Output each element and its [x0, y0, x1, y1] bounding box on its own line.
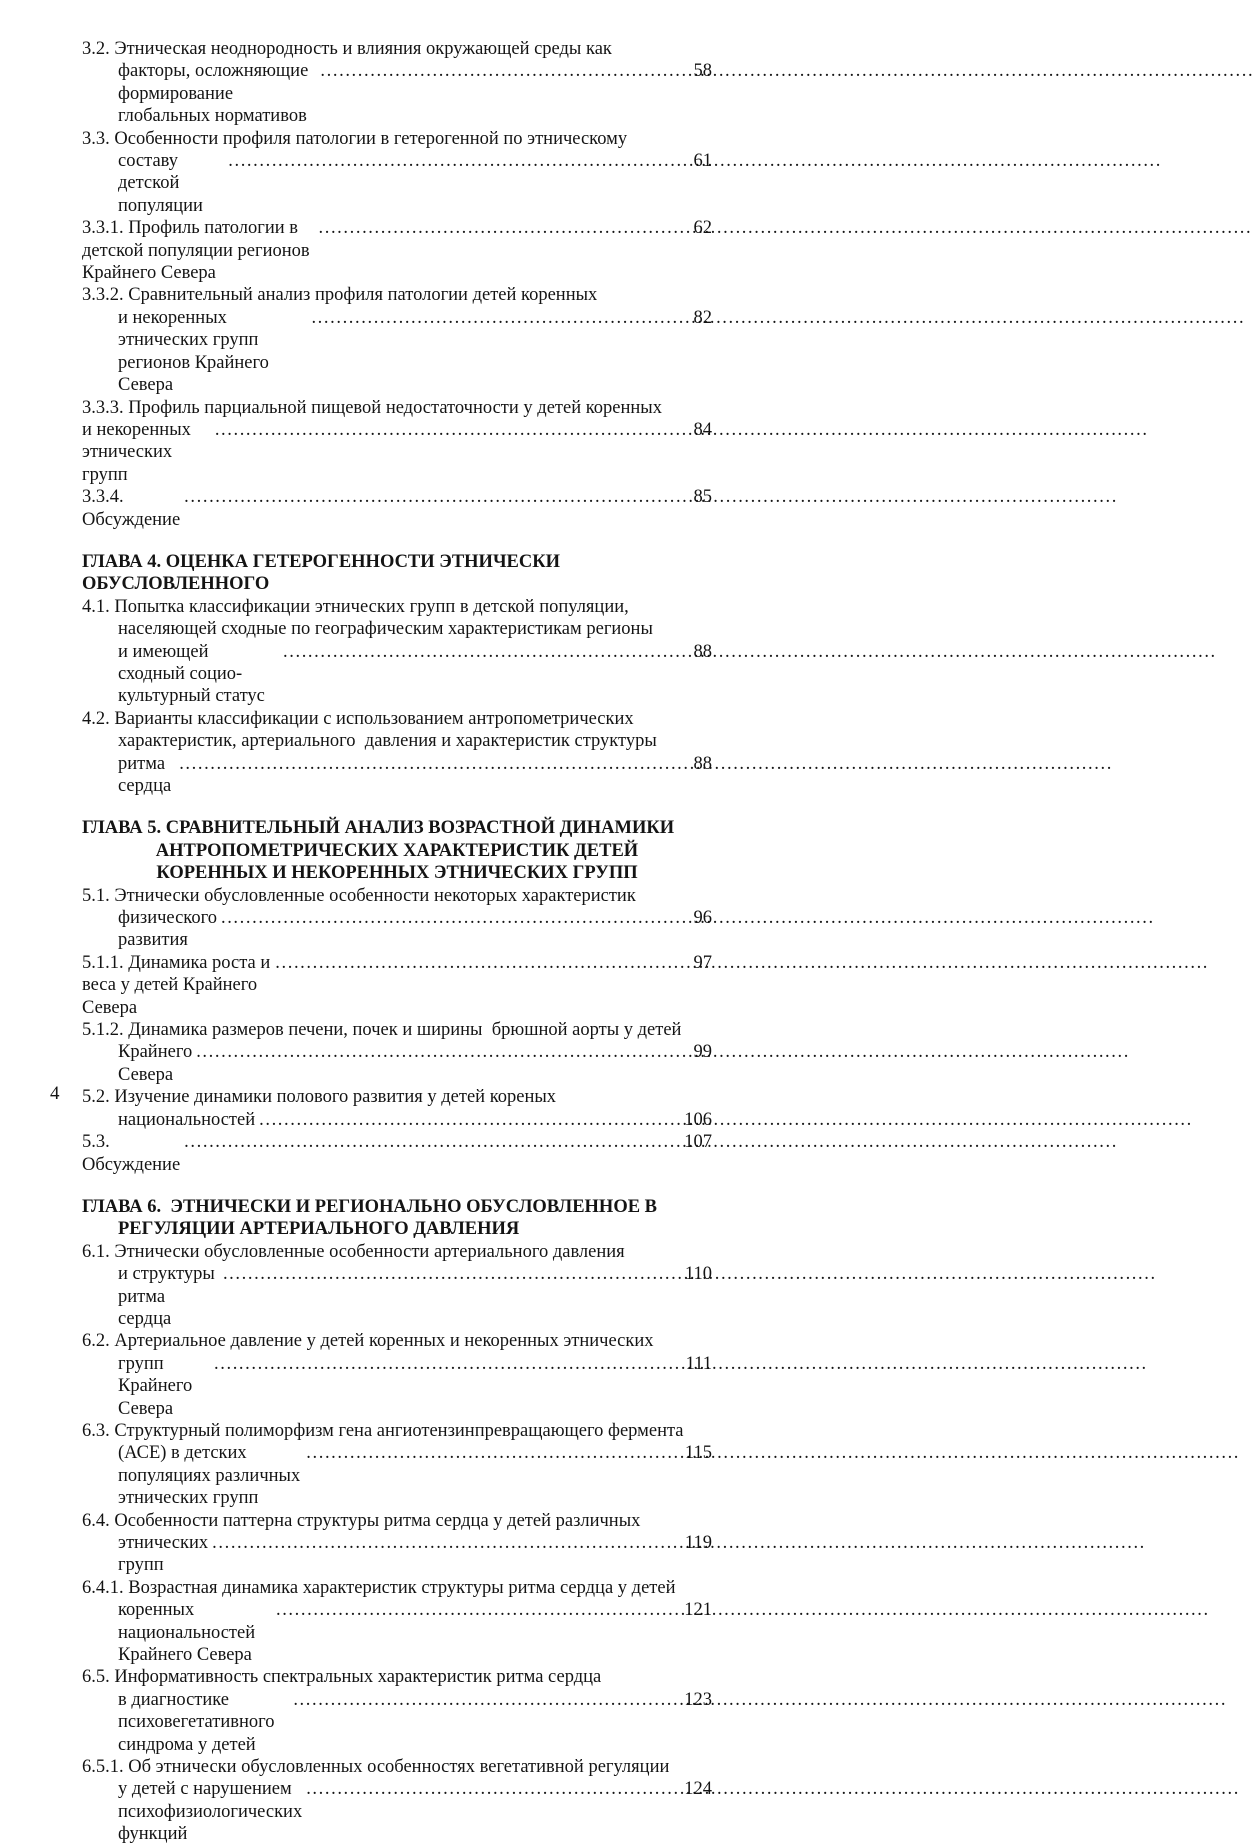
- toc-line: [82, 730, 712, 752]
- dot-leader: [319, 217, 689, 239]
- toc-entry-3-3-4: [82, 486, 712, 531]
- toc-entry-6-4: [82, 1510, 712, 1577]
- dot-leader: [196, 1041, 688, 1063]
- toc-line-text: национальностей: [118, 1109, 256, 1130]
- toc-line-text: этнических групп: [118, 1533, 213, 1576]
- toc-line: [82, 1353, 712, 1420]
- toc-page-ref: 123: [684, 1689, 712, 1710]
- toc-entry-3-3-1: [82, 217, 712, 284]
- dot-leader: [214, 1353, 681, 1375]
- toc-line: [82, 1019, 712, 1041]
- toc-line-text: 3.3.1. Профиль патологии в детской популяции регионов Крайнего Севера: [82, 218, 315, 284]
- dot-leader: [320, 60, 688, 82]
- toc-entry-3-3-3: [82, 397, 712, 487]
- toc-entry-6-2: [82, 1330, 712, 1420]
- toc-line-text: у детей с нарушением психофизиологических функций: [118, 1779, 307, 1845]
- toc-line-text: АНТРОПОМЕТРИЧЕСКИХ ХАРАКТЕРИСТИК ДЕТЕЙ: [155, 840, 639, 861]
- toc-line-text: ГЛАВА 5. СРАВНИТЕЛЬНЫЙ АНАЛИЗ ВОЗРАСТНОЙ ДИНАМИКИ: [82, 818, 675, 839]
- toc-line: [82, 862, 712, 884]
- toc-entry-3-3-2: [82, 284, 712, 396]
- toc-line-text: 6.2. Артериальное давление у детей коренных и некоренных этнических: [82, 1331, 654, 1352]
- toc-line-text: 6.5.1. Об этнически обусловленных особенностях вегетативной регуляции: [82, 1757, 670, 1778]
- toc-line-text: в диагностике психовегетативного синдрома у детей: [118, 1689, 280, 1755]
- toc-line: [82, 1263, 712, 1330]
- toc-line-text: 3.2. Этническая неоднородность и влияния окружающей среды как: [82, 39, 612, 59]
- toc-line-text: и некоренных этнических групп: [82, 419, 196, 485]
- toc-page-ref: 106: [684, 1109, 712, 1130]
- toc-entry-6-5: [82, 1666, 712, 1756]
- toc-line: [82, 1778, 712, 1845]
- toc-page-ref: 115: [684, 1443, 712, 1464]
- toc-line: [82, 60, 712, 127]
- toc-line-text: составу детской популяции: [118, 151, 203, 216]
- dot-leader: [223, 1263, 680, 1285]
- dot-leader: [306, 1778, 679, 1800]
- toc-line: [82, 1510, 712, 1532]
- toc-line-text: факторы, осложняющие формирование глобальных нормативов: [118, 61, 313, 127]
- toc-line: [82, 1442, 712, 1509]
- toc-page-ref: 119: [684, 1533, 712, 1553]
- toc-line: [82, 1109, 712, 1131]
- toc-entry-3-2: [82, 38, 712, 128]
- toc-line-text: 5.1. Этнически обусловленные особенности некоторых характеристик: [82, 885, 636, 906]
- toc-entry-5-3: [82, 1131, 712, 1176]
- toc-line-text: 6.1. Этнически обусловленные особенности артериального давления: [82, 1241, 625, 1262]
- toc-line: [82, 551, 712, 596]
- toc-entry-6-5-1: [82, 1756, 712, 1846]
- toc-line: [82, 1599, 712, 1666]
- dot-leader: [212, 1532, 680, 1554]
- dot-leader: [179, 753, 688, 775]
- toc-entry-3-3: [82, 128, 712, 218]
- toc-line-text: 5.1.2. Динамика размеров печени, почек и ширины брюшной аорты у детей: [82, 1020, 682, 1041]
- toc-line: [82, 907, 712, 952]
- toc-entry-5-1: [82, 885, 712, 952]
- toc-entry-6-4-1: [82, 1577, 712, 1667]
- toc-line-text: физического развития: [118, 908, 222, 951]
- toc-line-text: 6.4. Особенности паттерна структуры ритма сердца у детей различных: [82, 1510, 641, 1531]
- toc-page-ref: 88: [693, 753, 712, 774]
- toc-page-ref: 85: [693, 487, 712, 508]
- toc-page-ref: 99: [693, 1042, 712, 1063]
- toc-page-ref: 97: [693, 952, 712, 973]
- toc-line: [82, 128, 712, 150]
- toc-line: [82, 1131, 712, 1176]
- dot-leader: [275, 952, 688, 974]
- table-of-contents: [82, 38, 712, 1846]
- toc-line-text: Крайнего Севера: [118, 1042, 197, 1085]
- dot-leader: [221, 907, 689, 929]
- toc-line: [82, 641, 712, 708]
- toc-chapter-ch5: [82, 817, 712, 884]
- toc-page-ref: 82: [693, 307, 712, 328]
- toc-line: [82, 1577, 712, 1599]
- toc-line: [82, 596, 712, 618]
- toc-entry-6-3: [82, 1420, 712, 1510]
- toc-line: [82, 885, 712, 907]
- toc-line-text: населяющей сходные по географическим характеристикам регионы: [118, 619, 653, 640]
- toc-line-text: и структуры ритма сердца: [118, 1264, 220, 1329]
- toc-line-text: ГЛАВА 6. ЭТНИЧЕСКИ И РЕГИОНАЛЬНО ОБУСЛОВЛЕННОЕ В: [82, 1196, 658, 1217]
- toc-line: [82, 1218, 712, 1240]
- toc-line-text: КОРЕННЫХ И НЕКОРЕННЫХ ЭТНИЧЕСКИХ ГРУПП: [156, 863, 638, 884]
- toc-entry-4-2: [82, 708, 712, 798]
- toc-line-text: ГЛАВА 4. ОЦЕНКА ГЕТЕРОГЕННОСТИ ЭТНИЧЕСКИ ОБУСЛОВЛЕННОГО: [82, 551, 565, 595]
- toc-entry-4-1: [82, 596, 712, 708]
- toc-chapter-ch4: [82, 551, 712, 596]
- toc-line: [82, 1241, 712, 1263]
- toc-line-text: 3.3.4. Обсуждение: [82, 487, 181, 530]
- toc-line-text: 3.3.2. Сравнительный анализ профиля патологии детей коренных: [82, 285, 598, 306]
- toc-entry-5-2: [82, 1086, 712, 1131]
- toc-entry-6-1: [82, 1241, 712, 1331]
- toc-entry-5-1-1: [82, 952, 712, 1019]
- toc-line-text: (АСЕ) в детских популяциях различных этнических групп: [118, 1443, 305, 1509]
- toc-line: [82, 1330, 712, 1352]
- toc-line-text: 5.1.1. Динамика роста и веса у детей Крайнего Севера: [82, 952, 275, 1018]
- toc-line: [82, 1420, 712, 1442]
- toc-page-ref: 111: [685, 1353, 712, 1374]
- toc-page-ref: 107: [684, 1132, 712, 1153]
- toc-line: [82, 1532, 712, 1577]
- dot-leader: [228, 150, 688, 172]
- dot-leader: [215, 419, 689, 441]
- toc-line: [82, 952, 712, 1019]
- toc-page-ref: 61: [693, 151, 712, 172]
- dot-leader: [184, 1131, 679, 1153]
- toc-line-text: 5.3. Обсуждение: [82, 1132, 181, 1175]
- toc-line: [82, 840, 712, 862]
- toc-line: [82, 1756, 712, 1778]
- toc-line: [82, 1666, 712, 1688]
- toc-line-text: 6.5. Информативность спектральных характеристик ритма сердца: [82, 1667, 602, 1688]
- toc-line-text: и некоренных этнических групп регионов Крайнего Севера: [118, 307, 274, 396]
- toc-line: [82, 708, 712, 730]
- toc-line: [82, 753, 712, 798]
- dot-leader: [283, 641, 688, 663]
- dot-leader: [306, 1442, 680, 1464]
- toc-line: [82, 1196, 712, 1218]
- toc-line-text: и имеющей сходный социо- культурный статус: [118, 641, 265, 707]
- toc-line-text: 6.4.1. Возрастная динамика характеристик структуры ритма сердца у детей: [82, 1577, 676, 1598]
- dot-leader: [311, 307, 688, 329]
- toc-line-text: 3.3.3. Профиль парциальной пищевой недостаточности у детей коренных: [82, 397, 662, 418]
- toc-line: [82, 419, 712, 486]
- dot-leader: [184, 486, 688, 508]
- toc-line-text: 3.3. Особенности профиля патологии в гетерогенной по этническому: [82, 128, 628, 149]
- toc-line: [82, 618, 712, 640]
- toc-line-text: характеристик, артериального давления и характеристик структуры: [118, 731, 657, 752]
- toc-line: [82, 486, 712, 531]
- dot-leader: [293, 1689, 679, 1711]
- toc-line-text: 4.1. Попытка классификации этнических групп в детской популяции,: [82, 596, 629, 617]
- toc-chapter-ch6: [82, 1196, 712, 1241]
- toc-line: [82, 284, 712, 306]
- toc-line-text: ритма сердца: [118, 753, 172, 796]
- toc-line: [82, 1086, 712, 1108]
- toc-line-text: РЕГУЛЯЦИИ АРТЕРИАЛЬНОГО ДАВЛЕНИЯ: [118, 1219, 520, 1240]
- toc-line: [82, 1041, 712, 1086]
- toc-line-text: 4.2. Варианты классификации с использованием антропометрических: [82, 708, 634, 729]
- toc-line-text: 6.3. Структурный полиморфизм гена ангиотензинпревращающего фермента: [82, 1420, 684, 1441]
- toc-line: [82, 1689, 712, 1756]
- toc-line: [82, 817, 712, 839]
- toc-line-text: групп Крайнего Севера: [118, 1353, 197, 1419]
- toc-page-ref: 124: [684, 1779, 712, 1800]
- toc-line: [82, 307, 712, 397]
- toc-page-ref: 84: [693, 419, 712, 440]
- toc-page-ref: 110: [684, 1264, 712, 1285]
- dot-leader: [259, 1109, 679, 1131]
- toc-page-ref: 88: [693, 641, 712, 662]
- dot-leader: [276, 1599, 679, 1621]
- toc-page-ref: 58: [693, 61, 712, 82]
- toc-page-ref: 121: [684, 1600, 712, 1621]
- page-number: 4: [50, 1083, 60, 1104]
- toc-line-text: коренных национальностей Крайнего Севера: [118, 1600, 260, 1666]
- toc-line: [82, 150, 712, 217]
- toc-line: [82, 397, 712, 419]
- toc-line-text: 5.2. Изучение динамики полового развития у детей кореных: [82, 1087, 557, 1108]
- toc-line: [82, 38, 712, 60]
- toc-line: [82, 217, 712, 284]
- toc-entry-5-1-2: [82, 1019, 712, 1086]
- toc-page-ref: 62: [693, 218, 712, 239]
- toc-page-ref: 96: [693, 908, 712, 929]
